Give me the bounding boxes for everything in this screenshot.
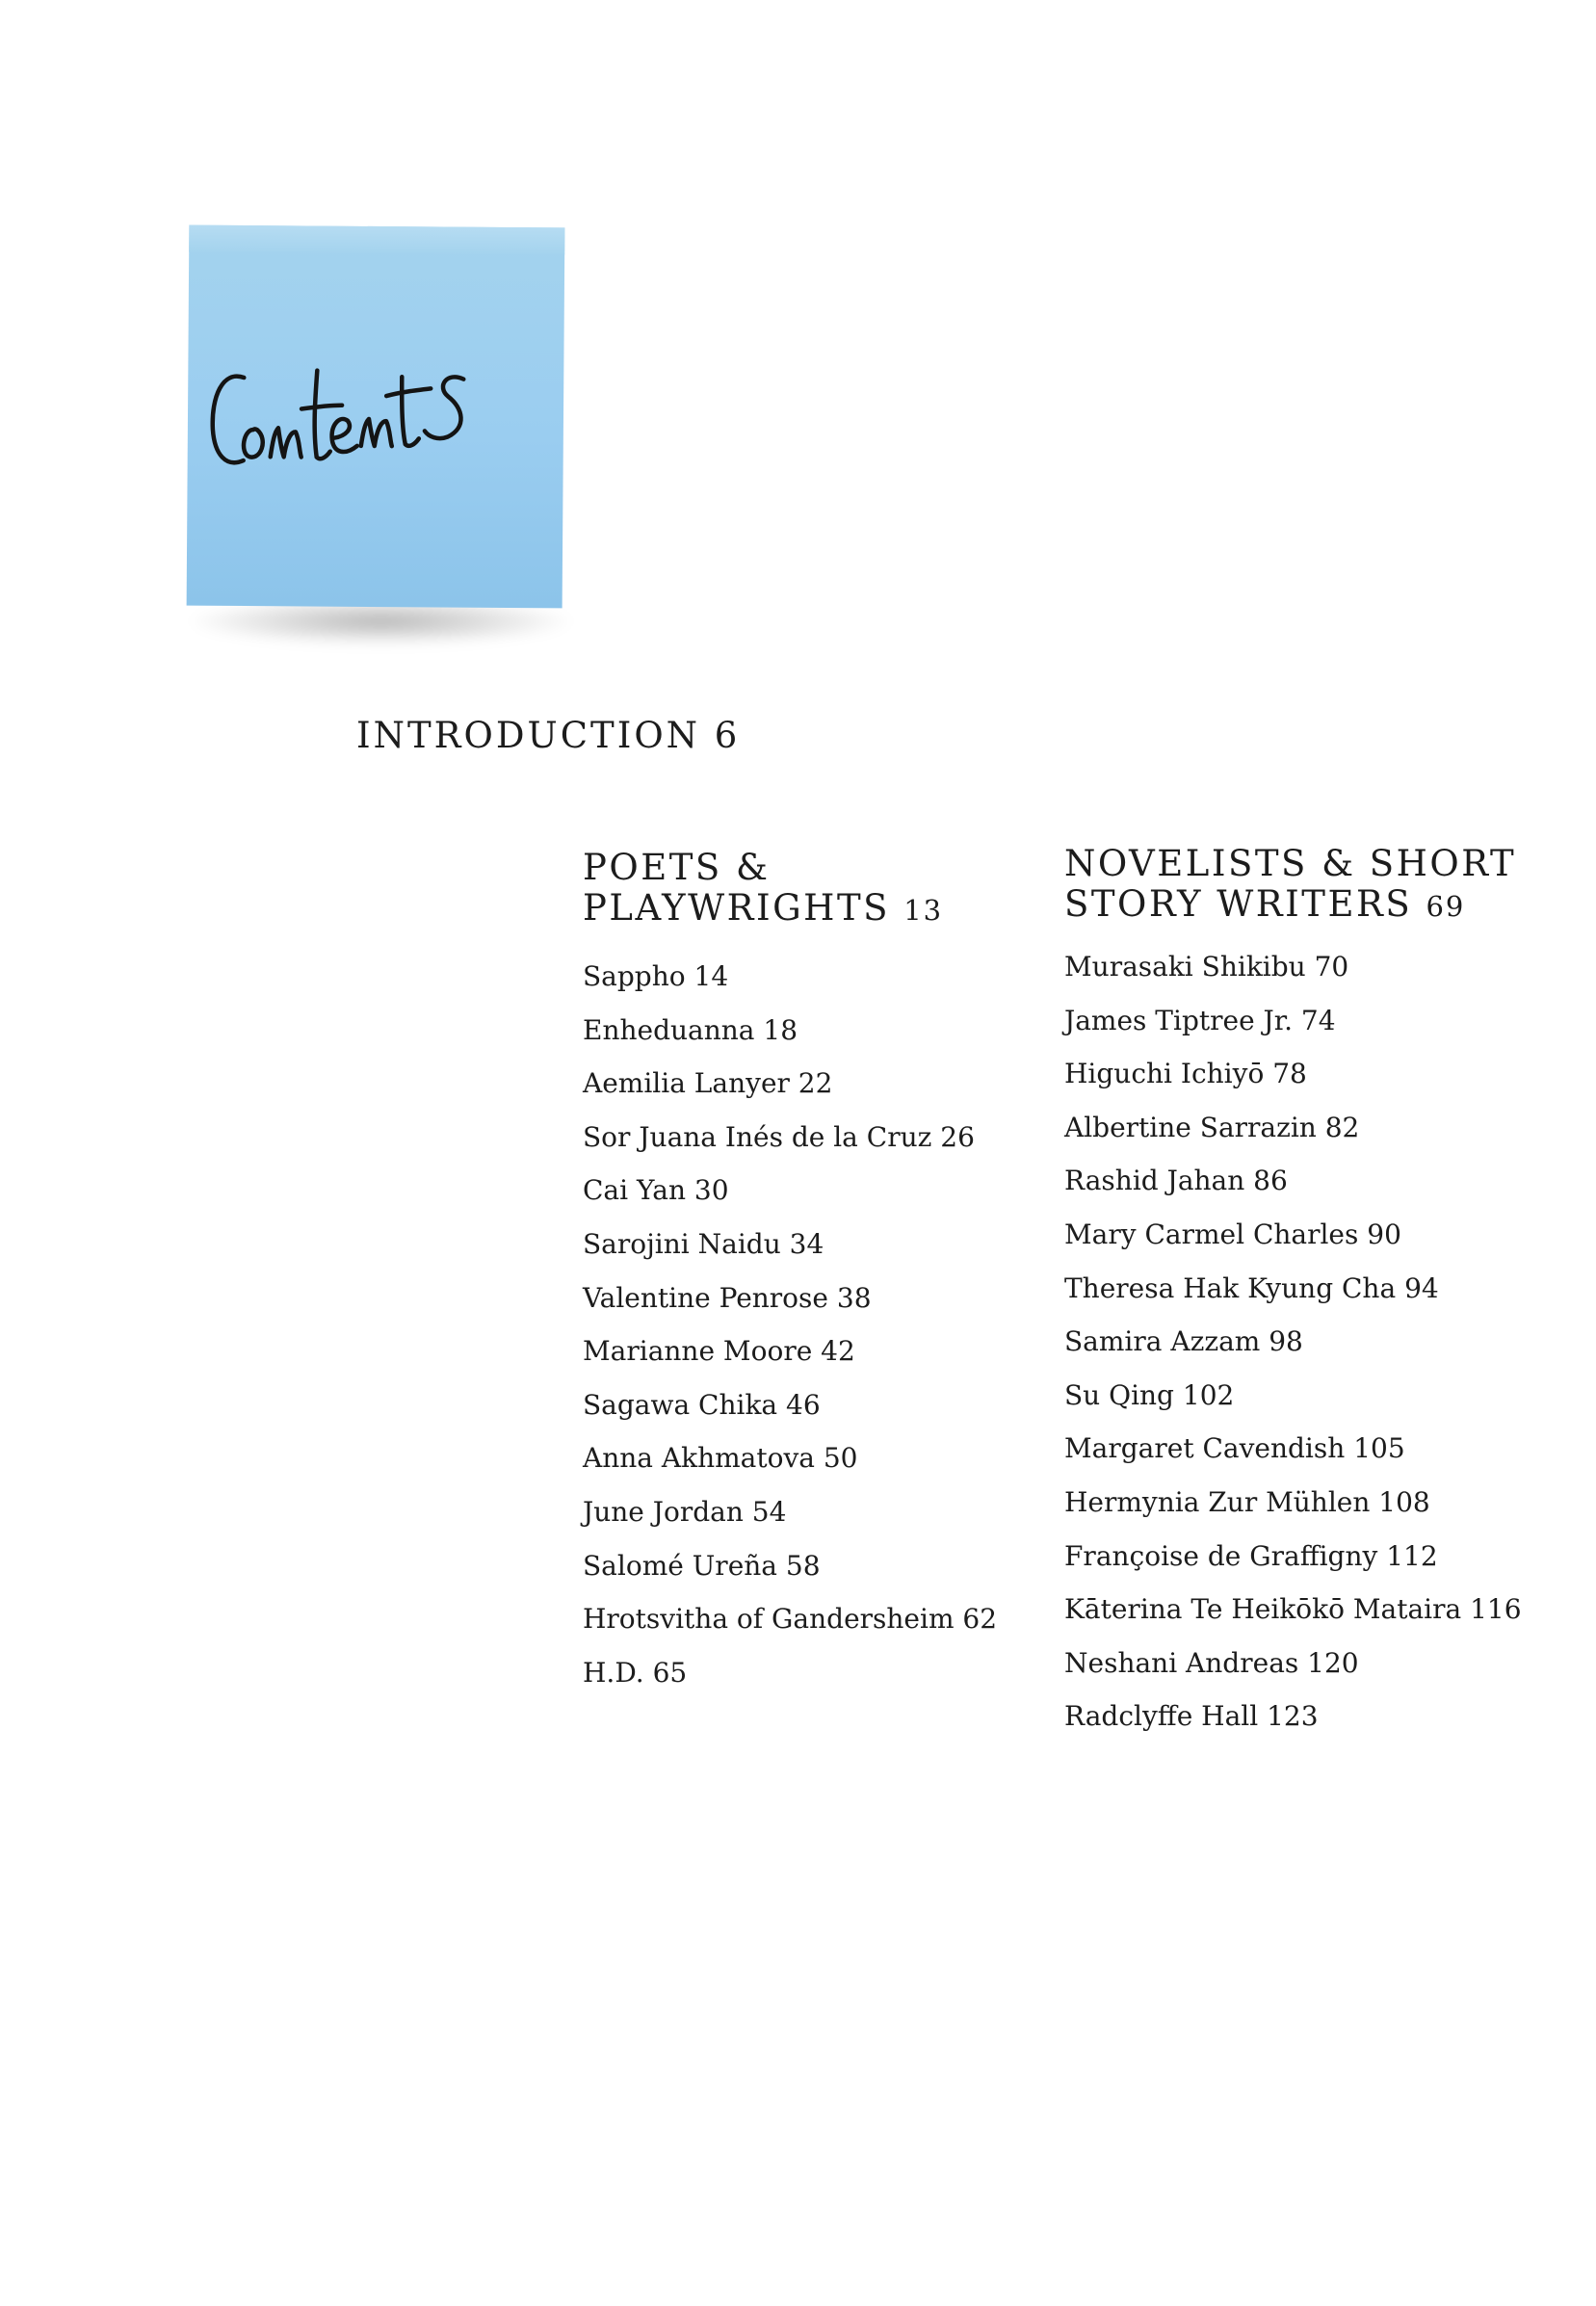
toc-entry: Margaret Cavendish 105 (1064, 1432, 1405, 1465)
section-page-number: 13 (903, 894, 944, 927)
poets-playwrights-column (583, 848, 1026, 1699)
toc-entry: Radclyffe Hall 123 (1064, 1700, 1319, 1733)
introduction-label: INTRODUCTION (356, 715, 701, 756)
toc-entry: Samira Azzam 98 (1064, 1325, 1303, 1358)
toc-entry: Marianne Moore 42 (583, 1335, 855, 1368)
section-heading-line2: STORY WRITERS 69 (1064, 883, 1466, 925)
sticky-note (187, 225, 565, 609)
section-heading-line1: NOVELISTS & SHORT (1064, 843, 1517, 884)
toc-entry: Salomé Ureña 58 (583, 1549, 821, 1582)
toc-entry: Anna Akhmatova 50 (583, 1442, 858, 1475)
toc-entry: Aemilia Lanyer 22 (583, 1067, 833, 1100)
toc-entry: Sagawa Chika 46 (583, 1388, 821, 1421)
toc-entry: Theresa Hak Kyung Cha 94 (1064, 1271, 1439, 1304)
introduction-entry (356, 715, 740, 756)
section-heading-line1: POETS & (583, 847, 771, 888)
toc-entry: James Tiptree Jr. 74 (1064, 1004, 1336, 1036)
toc-entry: Mary Carmel Charles 90 (1064, 1218, 1401, 1250)
toc-entry: Kāterina Te Heikōkō Mataira 116 (1064, 1593, 1522, 1626)
toc-entry: Murasaki Shikibu 70 (1064, 951, 1349, 983)
toc-entry: H.D. 65 (583, 1656, 688, 1689)
introduction-page: 6 (714, 715, 741, 756)
toc-entry: Rashid Jahan 86 (1064, 1165, 1288, 1197)
handwritten-contents-title (187, 225, 565, 609)
toc-entry: June Jordan 54 (583, 1495, 787, 1528)
toc-entry: Sappho 14 (583, 960, 729, 992)
toc-entry: Hermynia Zur Mühlen 108 (1064, 1485, 1430, 1518)
section-page-number: 69 (1426, 890, 1466, 923)
sticky-note-graphic (173, 217, 578, 660)
novelists-column (1064, 844, 1584, 1743)
toc-entry: Neshani Andreas 120 (1064, 1646, 1359, 1679)
toc-entry: Cai Yan 30 (583, 1174, 729, 1207)
toc-entry: Hrotsvitha of Gandersheim 62 (583, 1603, 998, 1636)
toc-entry: Françoise de Graffigny 112 (1064, 1539, 1438, 1572)
toc-entry: Su Qing 102 (1064, 1378, 1235, 1411)
toc-entry: Higuchi Ichiyō 78 (1064, 1058, 1307, 1090)
section-heading-line2: PLAYWRIGHTS 13 (583, 887, 944, 929)
toc-entry: Enheduanna 18 (583, 1013, 798, 1046)
toc-entry: Albertine Sarrazin 82 (1064, 1111, 1360, 1143)
section-heading-novelists (1064, 844, 1584, 927)
section-heading-poets (583, 848, 1026, 930)
toc-entry: Sor Juana Inés de la Cruz 26 (583, 1120, 975, 1153)
toc-entry: Valentine Penrose 38 (583, 1281, 872, 1314)
toc-entry: Sarojini Naidu 34 (583, 1227, 824, 1260)
